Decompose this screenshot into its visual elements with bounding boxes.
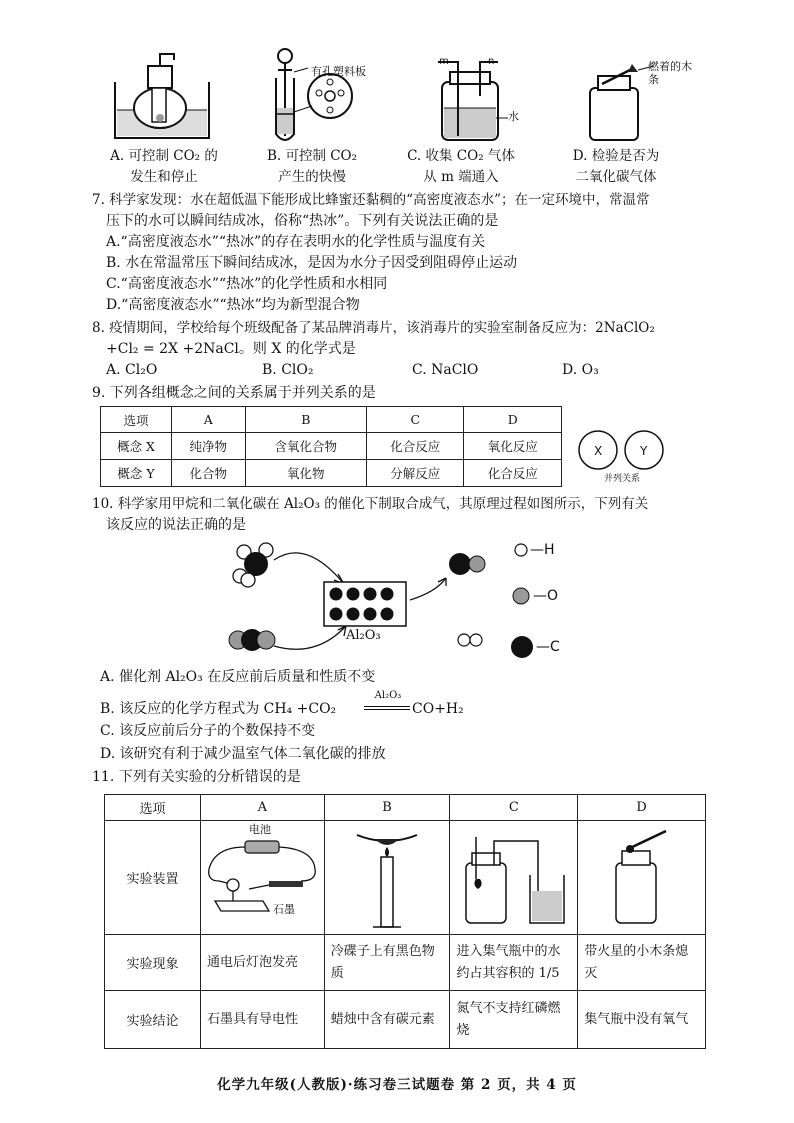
q8-option-c: C. NaClO [412, 362, 479, 378]
q9-cell: 氧化物 [245, 460, 366, 487]
q11-device-b [324, 821, 450, 935]
q9-header-cell: A [172, 407, 246, 433]
q11-header-cell: 选项 [105, 795, 201, 821]
q11-row-label: 实验现象 [105, 935, 201, 991]
q9-table [100, 406, 562, 487]
q9-cell: 化合物 [172, 460, 246, 487]
carbon-atom-icon [511, 636, 533, 658]
q10-option-a: A. 催化剂 Al₂O₃ 在反应前后质量和性质不变 [100, 669, 376, 685]
q9-row-label: 概念 X [101, 433, 172, 460]
carbon-monoxide-molecule-icon [449, 553, 485, 575]
q11-device-a [200, 821, 324, 935]
equation-arrow-lower [364, 709, 410, 710]
q9-cell: 化合反应 [464, 460, 562, 487]
q9-venn-diagram [576, 426, 668, 474]
phosphorus-combustion-icon [456, 829, 574, 929]
hydrogen-atom-icon [515, 544, 527, 556]
q10-stem-line2: 该反应的说法正确的是 [106, 517, 246, 533]
q6-option-c-line2: 从 m 端通入 [423, 169, 499, 185]
q10-legend-h: —H [530, 542, 555, 558]
gas-jar-splint-icon [608, 829, 688, 929]
candle-dish-icon [353, 829, 423, 929]
q10-option-c: C. 该反应前后分子的个数保持不变 [100, 723, 316, 739]
q11-header-cell: A [200, 795, 324, 821]
q6-option-b-line1: B. 可控制 CO₂ [266, 148, 358, 164]
q11-phenomenon-c: 进入集气瓶中的水约占其容积的 1/5 [450, 935, 578, 991]
q11-table [104, 794, 706, 1049]
q6-option-b-line2: 产生的快慢 [278, 169, 346, 185]
oxygen-atom-icon [513, 588, 529, 604]
q9-venn-caption: 并列关系 [604, 474, 641, 484]
q11-phenomenon-b: 冷碟子上有黑色物质 [324, 935, 450, 991]
methane-molecule-icon [233, 543, 273, 587]
q7-option-b: B. 水在常温常压下瞬间结成冰，是因为水分子因受到阻碍停止运动 [106, 255, 518, 271]
q7-option-c: C.“高密度液态水”“热冰”的化学性质和水相同 [106, 276, 388, 292]
q11-conclusion-b: 蜡烛中含有碳元素 [324, 991, 450, 1049]
page-footer: 化学九年级(人教版)·练习卷三试题卷 第 2 页，共 4 页 [217, 1077, 577, 1093]
q6-option-a-line2: 发生和停止 [130, 169, 198, 185]
q6-figure-c [428, 56, 518, 142]
q11-row-label: 实验结论 [105, 991, 201, 1049]
q11-header-cell: B [324, 795, 450, 821]
q6-c-m-label: m [439, 56, 449, 67]
q8-option-b: B. ClO₂ [262, 362, 314, 378]
q11-row-label: 实验装置 [105, 821, 201, 935]
q11-conclusion-a: 石墨具有导电性 [200, 991, 324, 1049]
q11-device-c [450, 821, 578, 935]
q7-stem-line2: 压下的水可以瞬间结成冰，俗称“热冰”。下列有关说法正确的是 [106, 213, 499, 229]
q9-header-cell: B [245, 407, 366, 433]
q11-header-cell: D [578, 795, 706, 821]
q11-graphite-label: 石墨 [272, 903, 295, 916]
q9-stem: 9. 下列各组概念之间的关系属于并列关系的是 [92, 385, 376, 401]
q10-legend-o: —O [533, 588, 559, 604]
q10-legend-c: —C [536, 639, 560, 655]
q6-d-stick-label: 燃着的木条 [648, 60, 692, 86]
q6-b-board-label: 有孔塑料板 [311, 65, 366, 78]
q7-option-a: A.“高密度液态水”“热冰”的存在表明水的化学性质与温度有关 [106, 234, 486, 250]
equation-arrow [364, 706, 410, 707]
q11-device-d [578, 821, 706, 935]
catalyst-surface-icon [324, 582, 406, 626]
q6-option-a-line1: A. 可控制 CO₂ 的 [110, 148, 218, 164]
conductivity-circuit-icon [205, 827, 321, 927]
carbon-dioxide-molecule-icon [229, 629, 275, 651]
q7-option-d: D.“高密度液态水”“热冰”均为新型混合物 [106, 297, 360, 313]
q11-phenomenon-d: 带火星的小木条熄灭 [578, 935, 706, 991]
q10-option-b-prefix: B. 该反应的化学方程式为 CH₄ +CO₂ [100, 701, 337, 717]
q6-option-c-line1: C. 收集 CO₂ 气体 [407, 148, 515, 164]
q10-option-b-suffix: CO+H₂ [412, 701, 464, 717]
q9-venn-x-label: X [594, 444, 603, 458]
q9-header-cell: D [464, 407, 562, 433]
q11-stem: 11. 下列有关实验的分析错误的是 [92, 769, 301, 785]
hydrogen-molecule-icon [458, 634, 482, 646]
q9-venn-y-label: Y [640, 444, 648, 458]
q11-phenomenon-a: 通电后灯泡发亮 [200, 935, 324, 991]
q8-option-a: A. Cl₂O [106, 362, 158, 378]
q10-option-d: D. 该研究有利于减少温室气体二氧化碳的排放 [100, 746, 386, 762]
q11-battery-label: 电池 [248, 823, 271, 836]
q10-catalyst-label: Al₂O₃ [346, 628, 381, 643]
q9-cell: 含氧化合物 [245, 433, 366, 460]
q9-cell: 氧化反应 [464, 433, 562, 460]
q6-figure-a [112, 52, 222, 144]
q11-header-cell: C [450, 795, 578, 821]
q10-option-b-condition: Al₂O₃ [374, 690, 402, 701]
q9-row-label: 概念 Y [101, 460, 172, 487]
q9-header-cell: C [366, 407, 464, 433]
q8-option-d: D. O₃ [562, 362, 599, 378]
q10-stem-line1: 10. 科学家用甲烷和二氧化碳在 Al₂O₃ 的催化下制取合成气，其原理过程如图所示，下列有关 [92, 496, 649, 512]
q11-conclusion-d: 集气瓶中没有氧气 [578, 991, 706, 1049]
q7-stem-line1: 7. 科学家发现：水在超低温下能形成比蜂蜜还黏稠的“高密度液态水”；在一定环境中，常温常 [92, 192, 650, 208]
q6-option-d-line2: 二氧化碳气体 [575, 169, 657, 185]
q11-conclusion-c: 氮气不支持红磷燃烧 [450, 991, 578, 1049]
q8-stem-line2: +Cl₂ = 2X +2NaCl。则 X 的化学式是 [106, 341, 356, 357]
q8-stem-line1: 8. 疫情期间，学校给每个班级配备了某品牌消毒片，该消毒片的实验室制备反应为：2NaClO₂ [92, 320, 655, 336]
q9-header-cell: 选项 [101, 407, 172, 433]
q9-cell: 化合反应 [366, 433, 464, 460]
q6-option-d-line1: D. 检验是否为 [572, 148, 660, 164]
q6-c-water-label: 水 [508, 110, 519, 123]
q9-cell: 分解反应 [366, 460, 464, 487]
q6-c-n-label: n [488, 56, 495, 67]
q9-cell: 纯净物 [172, 433, 246, 460]
